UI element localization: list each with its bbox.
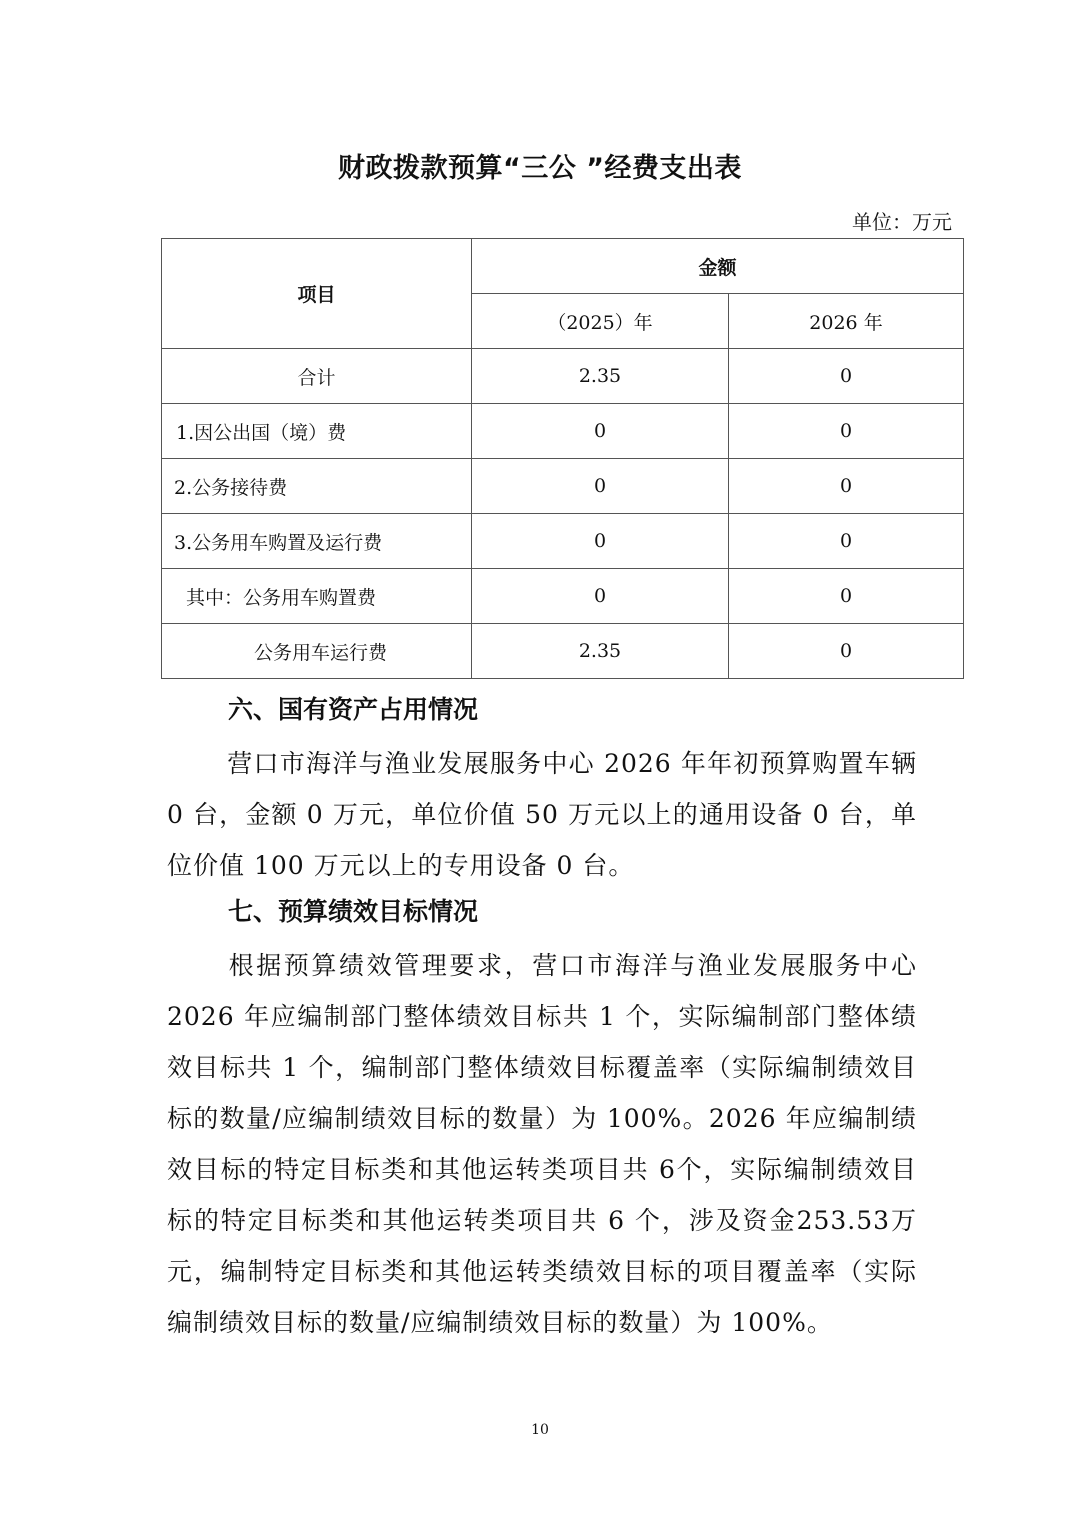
row-label: 1.因公出国（境）费 — [162, 404, 472, 459]
row-prev-value: 0 — [472, 404, 729, 459]
table-title: 财政拨款预算“三公 ”经费支出表 — [338, 153, 742, 184]
row-label: 公务用车运行费 — [162, 624, 472, 679]
unit-label: 单位：万元 — [852, 210, 952, 234]
header-amount: 金额 — [472, 239, 964, 294]
row-label: 2.公务接待费 — [162, 459, 472, 514]
header-item: 项目 — [162, 239, 472, 349]
row-prev-value: 0 — [472, 459, 729, 514]
row-prev-value: 0 — [472, 569, 729, 624]
row-label: 3.公务用车购置及运行费 — [162, 514, 472, 569]
header-year-prev: （2025）年 — [472, 294, 729, 349]
section-heading-performance: 七、预算绩效目标情况 — [228, 897, 479, 926]
row-curr-value: 0 — [729, 459, 964, 514]
row-curr-value: 0 — [729, 349, 964, 404]
row-curr-value: 0 — [729, 624, 964, 679]
section-heading-assets: 六、国有资产占用情况 — [228, 695, 479, 724]
section-paragraph-assets — [167, 738, 917, 891]
section-paragraph-performance — [167, 940, 917, 1348]
row-curr-value: 0 — [729, 569, 964, 624]
table-row — [162, 514, 964, 569]
page-number: 10 — [531, 1422, 549, 1438]
paragraph-text: 根据预算绩效管理要求，营口市海洋与渔业发展服务中心 2026 年应编制部门整体绩效目标共 1 个，实际编制部门整体绩效目标共 1 个，编制部门整体绩效目标覆盖率（实际编制绩效目标的数量/应编制绩效目标的数量）为 100%。2026 年应编制绩效目标的特定目标类和其他运转类项目共 6个，实际编制绩效目标的特定目标类和其他运转类项目共 6 个，涉及资金253.53万元，编制特定目标类和其他运转类绩效目标的项目覆盖率（实际编制绩效目标的数量/应编制绩效目标的数量）为 100%。 — [167, 951, 917, 1337]
header-year-curr: 2026 年 — [729, 294, 964, 349]
row-label: 合计 — [162, 349, 472, 404]
table-header-row — [162, 239, 964, 294]
table-row — [162, 404, 964, 459]
table-row — [162, 349, 964, 404]
row-curr-value: 0 — [729, 514, 964, 569]
table-row — [162, 624, 964, 679]
row-prev-value: 0 — [472, 514, 729, 569]
row-prev-value: 2.35 — [472, 624, 729, 679]
paragraph-text: 营口市海洋与渔业发展服务中心 2026 年年初预算购置车辆 0 台，金额 0 万元，单位价值 50 万元以上的通用设备 0 台，单位价值 100 万元以上的专用设备 0 台。 — [167, 749, 917, 880]
row-label: 其中：公务用车购置费 — [162, 569, 472, 624]
three-public-expenses-table — [161, 238, 964, 679]
table-row — [162, 569, 964, 624]
row-prev-value: 2.35 — [472, 349, 729, 404]
row-curr-value: 0 — [729, 404, 964, 459]
table-row — [162, 459, 964, 514]
